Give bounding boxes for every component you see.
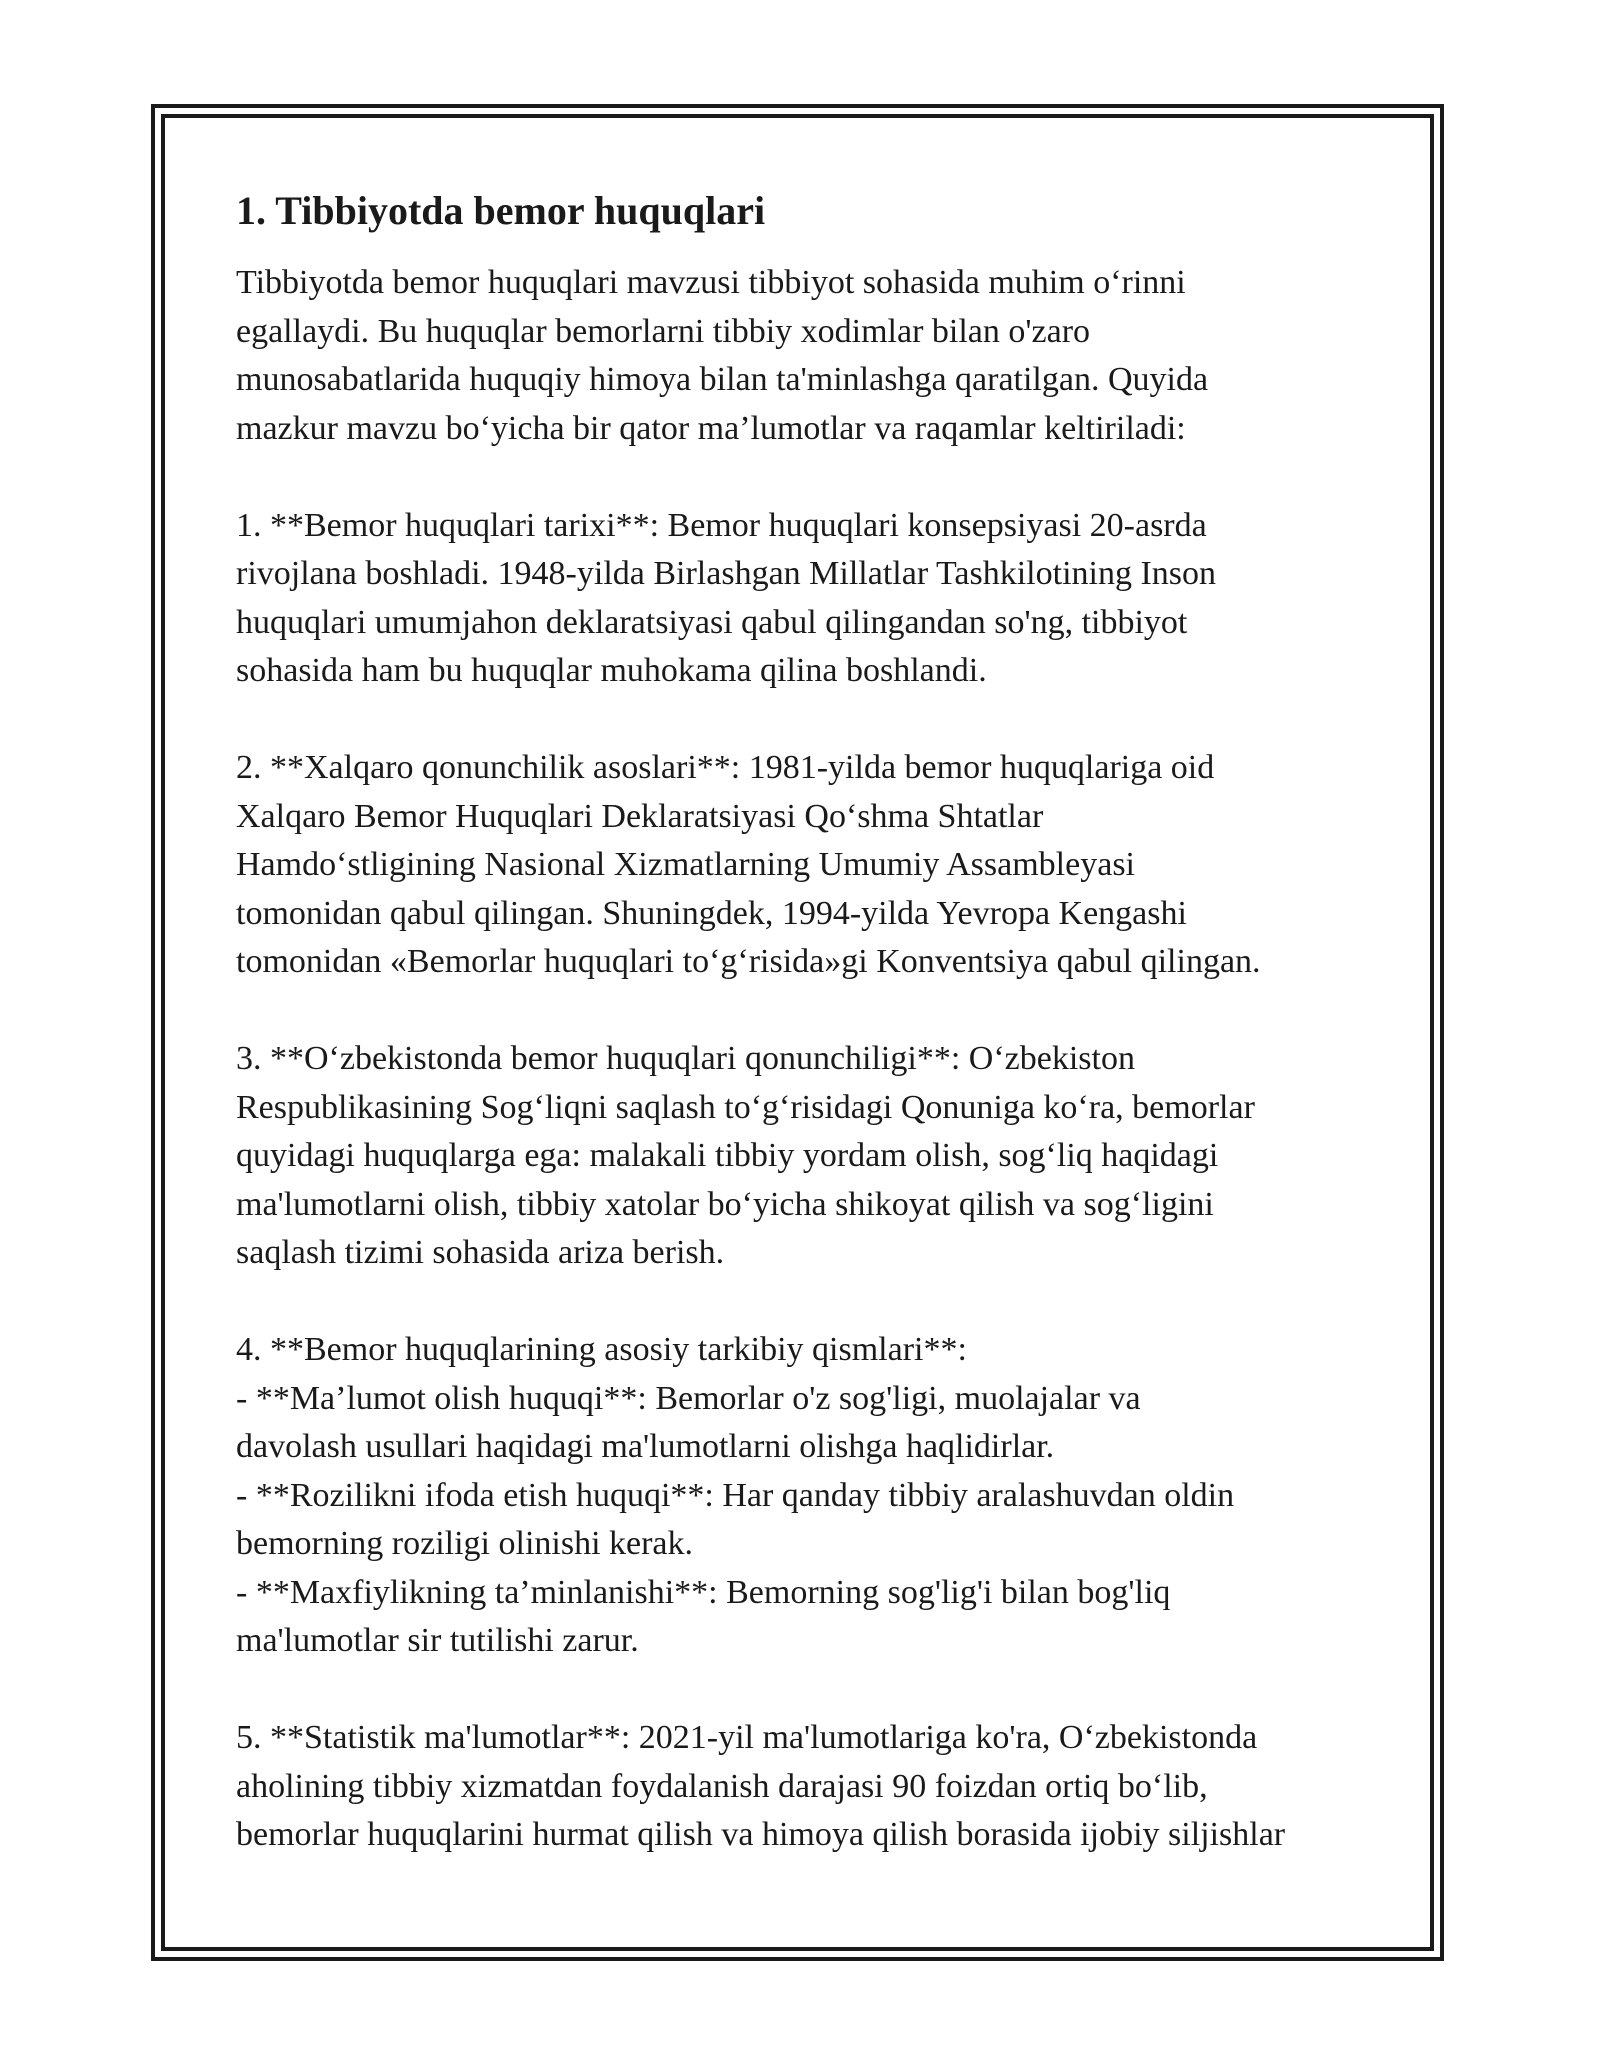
- section-heading: 1. Tibbiyotda bemor huquqlari: [236, 188, 766, 233]
- paragraph-statistics: 5. **Statistik ma'lumotlar**: 2021-yil ma'lumotlariga ko'ra, O‘zbekistonda aholining tibbiy xizmatdan foydalanish darajasi 90 foizdan ortiq bo‘lib, bemorlar huquqlarini hurmat qilish va himoya qilish borasida ijobiy siljishlar: [236, 1719, 1286, 1853]
- intro-paragraph: Tibbiyotda bemor huquqlari mavzusi tibbiyot sohasida muhim o‘rinni egallaydi. Bu huquqlar bemorlarni tibbiy xodimlar bilan o'zaro munosabatlarida huquqiy himoya bilan ta'minlashga qaratilgan. Quyida mazkur mavzu bo‘yicha bir qator ma’lumotlar va raqamlar keltiriladi:: [236, 264, 1209, 447]
- paragraph-rights-components: 4. **Bemor huquqlarining asosiy tarkibiy qismlari**: - **Ma’lumot olish huquqi**: Bemorlar o'z sog'ligi, muolajalar va davolash usullari haqidagi ma'lumotlarni olishga haqlidirlar. - **Rozilikni ifoda etish huquqi**: Har qanday tibbiy aralashuvdan oldin bemorning roziligi olinishi kerak. - **Maxfiylikning ta’minlanishi**: Bemorning sog'lig'i bilan bog'liq ma'lumotlar sir tutilishi zarur.: [236, 1331, 1235, 1659]
- paragraph-uzbekistan-law: 3. **O‘zbekistonda bemor huquqlari qonunchiligi**: O‘zbekiston Respublikasining Sog‘liqni saqlash to‘g‘risidagi Qonuniga ko‘ra, bemorlar quyidagi huquqlarga ega: malakali tibbiy yordam olish, sog‘liq haqidagi ma'lumotlarni olish, tibbiy xatolar bo‘yicha shikoyat qilish va sog‘ligini saqlash tizimi sohasida ariza berish.: [236, 1040, 1255, 1271]
- paragraph-international-law: 2. **Xalqaro qonunchilik asoslari**: 1981-yilda bemor huquqlariga oid Xalqaro Bemor Huquqlari Deklaratsiyasi Qo‘shma Shtatlar Hamdo‘stligining Nasional Xizmatlarning Umumiy Assambleyasi tomonidan qabul qilingan. Shuningdek, 1994-yilda Yevropa Kengashi tomonidan «Bemorlar huquqlari to‘g‘risida»gi Konventsiya qabul qilingan.: [236, 749, 1261, 980]
- paragraph-history: 1. **Bemor huquqlari tarixi**: Bemor huquqlari konsepsiyasi 20-asrda rivojlana boshladi. 1948-yilda Birlashgan Millatlar Tashkilotining Inson huquqlari umumjahon deklaratsiyasi qabul qilingandan so'ng, tibbiyot sohasida ham bu huquqlar muhokama qilina boshlandi.: [236, 506, 1217, 689]
- document-body: [236, 185, 1386, 1860]
